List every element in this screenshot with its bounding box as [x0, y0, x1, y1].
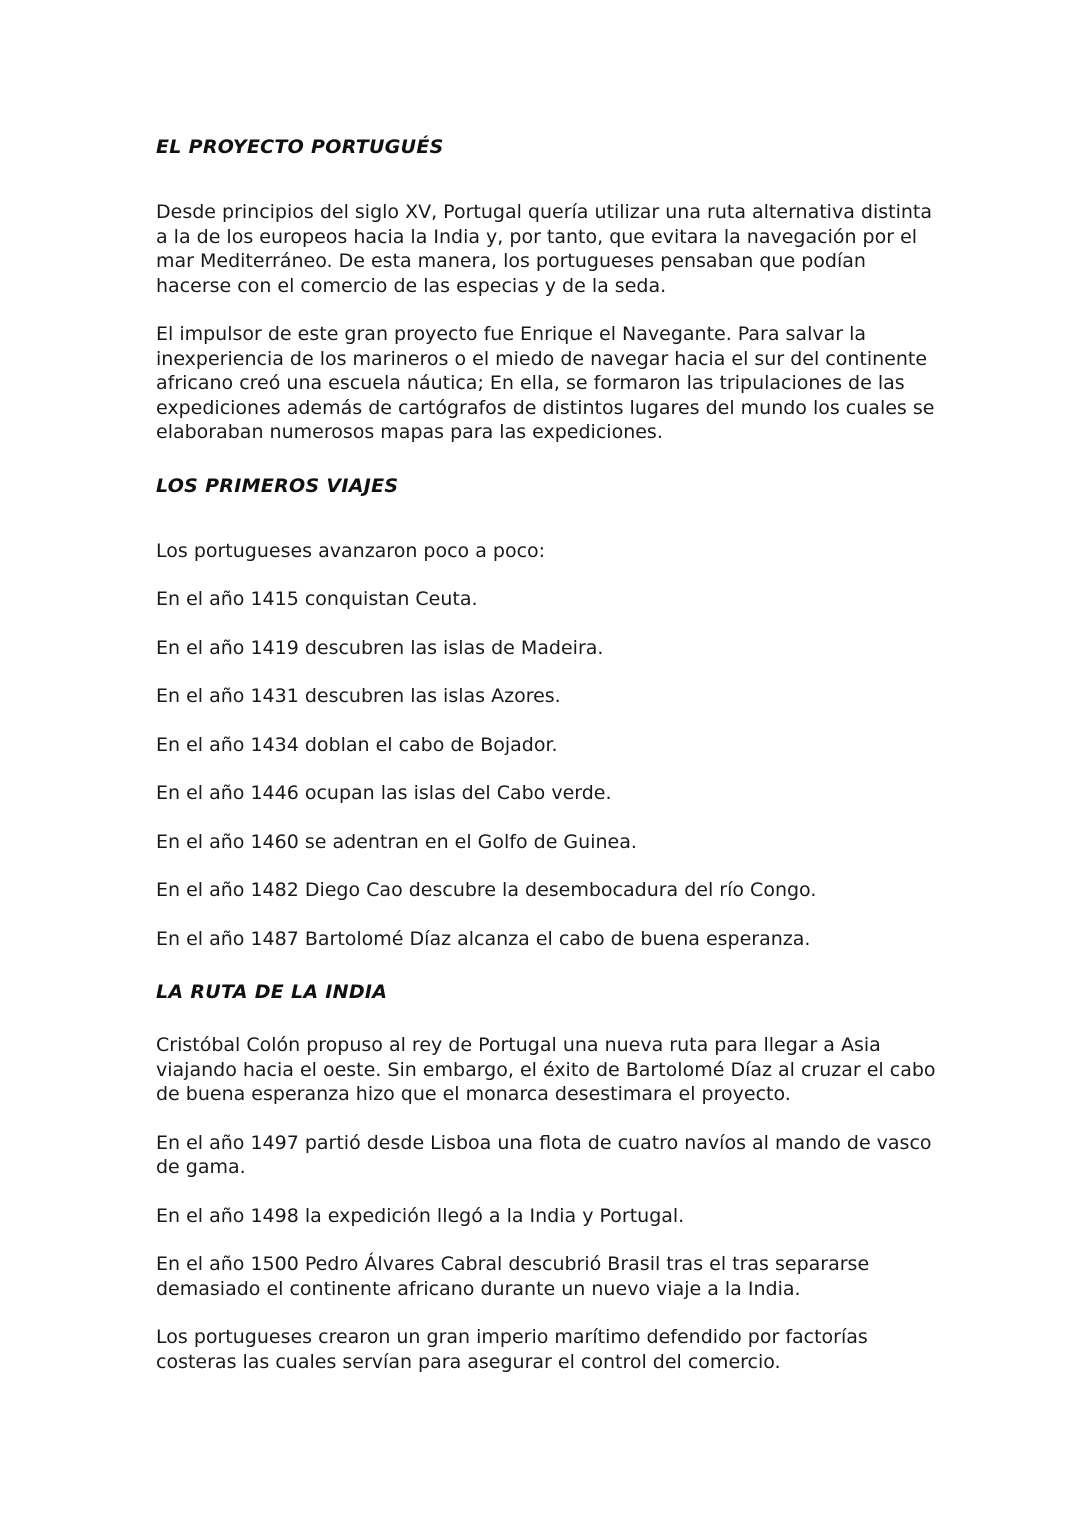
list-item: En el año 1434 doblan el cabo de Bojador.: [156, 733, 558, 756]
document-content: [156, 134, 946, 1374]
paragraph: En el año 1497 partió desde Lisboa una flota de cuatro navíos al mando de vasco de gama.: [156, 1131, 932, 1178]
list-item: En el año 1415 conquistan Ceuta.: [156, 588, 478, 610]
section-heading-primeros-viajes: LOS PRIMEROS VIAJES: [156, 474, 399, 497]
paragraph: Los portugueses crearon un gran imperio marítimo defendido por factorías costeras las cuales servían para asegurar el control del comercio.: [156, 1326, 868, 1373]
section-heading-proyecto-portugues: EL PROYECTO PORTUGUÉS: [156, 136, 444, 158]
list-item: En el año 1487 Bartolomé Díaz alcanza el cabo de buena esperanza.: [156, 927, 811, 950]
paragraph: El impulsor de este gran proyecto fue Enrique el Navegante. Para salvar la inexperiencia de los marineros o el miedo de navegar hacia el sur del continente africano creó una escuela náutica; En ella, se formaron las tripulaciones de las expediciones además de cartógrafos de distintos lugares del mundo los cuales se elaboraban numerosos mapas para las expediciones.: [156, 323, 935, 443]
paragraph: En el año 1500 Pedro Álvares Cabral descubrió Brasil tras el tras separarse demasiado el continente africano durante un nuevo viaje a la India.: [156, 1253, 870, 1300]
paragraph: Desde principios del siglo XV, Portugal quería utilizar una ruta alternativa distinta a la de los europeos hacia la India y, por tanto, que evitara la navegación por el mar Mediterráneo. De esta manera, los portugueses pensaban que podían hacerse con el comercio de las especias y de la seda.: [156, 201, 932, 297]
list-item: En el año 1460 se adentran en el Golfo de Guinea.: [156, 830, 637, 853]
list-item: En el año 1431 descubren las islas Azores.: [156, 685, 561, 707]
list-item: En el año 1419 descubren las islas de Madeira.: [156, 636, 604, 659]
paragraph: En el año 1498 la expedición llegó a la India y Portugal.: [156, 1204, 685, 1227]
list-item: En el año 1482 Diego Cao descubre la desembocadura del río Congo.: [156, 879, 817, 901]
paragraph: Cristóbal Colón propuso al rey de Portugal una nueva ruta para llegar a Asia viajando hacia el oeste. Sin embargo, el éxito de Bartolomé Díaz al cruzar el cabo de buena esperanza hizo que el monarca desestimara el proyecto.: [156, 1034, 936, 1105]
list-item: En el año 1446 ocupan las islas del Cabo verde.: [156, 782, 612, 804]
paragraph: Los portugueses avanzaron poco a poco:: [156, 539, 546, 562]
section-heading-ruta-india: LA RUTA DE LA INDIA: [156, 981, 388, 1003]
